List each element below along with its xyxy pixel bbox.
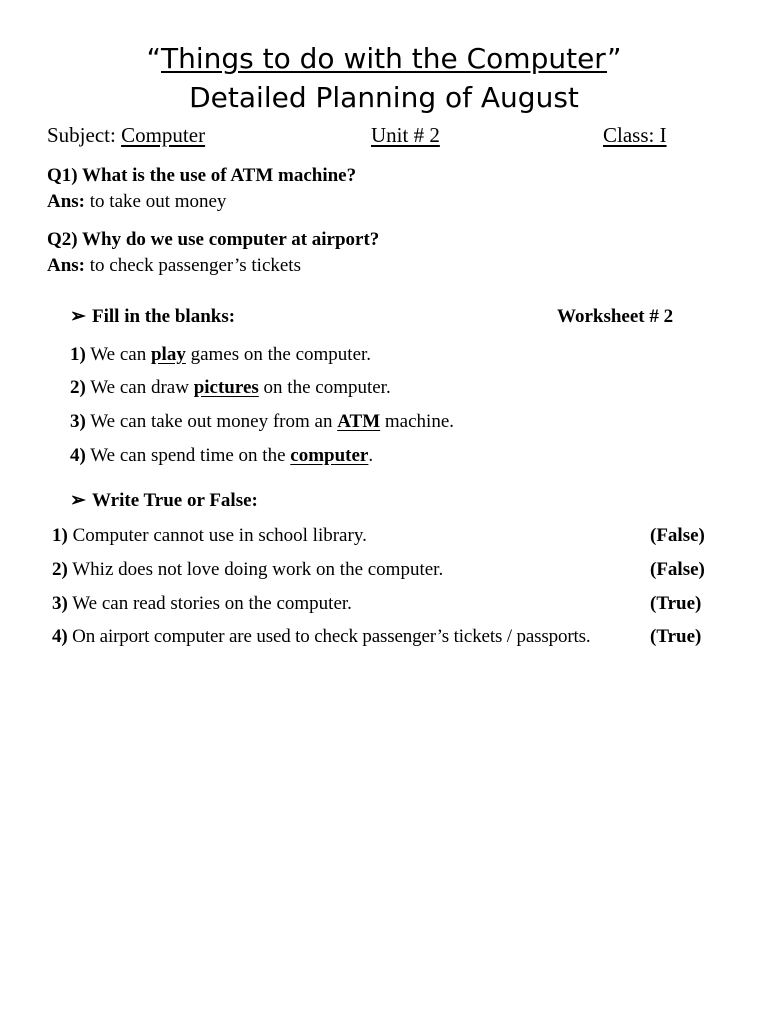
blank-item: [70, 378, 391, 397]
tf-item: [52, 526, 367, 545]
answer-label: Ans:: [47, 191, 86, 212]
true-false-heading: [70, 491, 258, 510]
blank-answer: ATM: [337, 411, 381, 432]
tf-answer: (False): [650, 525, 705, 546]
blank-item: [70, 446, 373, 465]
arrowhead-bullet-icon: ➢: [70, 306, 86, 327]
answer-label: Ans:: [47, 255, 86, 276]
answer-2: [47, 256, 301, 275]
unit-label: Unit # 2: [371, 123, 440, 147]
tf-answer: (False): [650, 559, 705, 580]
item-number: 4): [52, 626, 68, 647]
item-text: on the computer.: [263, 377, 391, 398]
item-text: Whiz does not love doing work on the computer.: [72, 559, 444, 580]
tf-item: [52, 560, 443, 579]
subject-label: Subject:: [47, 123, 116, 147]
tf-item: [52, 594, 352, 613]
page-subtitle: Detailed Planning of August: [189, 81, 579, 114]
item-text: We can read stories on the computer.: [72, 593, 352, 614]
blank-answer: pictures: [193, 377, 259, 398]
item-number: 2): [70, 377, 86, 398]
subject-value: Computer: [121, 123, 206, 147]
tf-item: [52, 627, 591, 646]
page-title: [0, 42, 768, 75]
question-1: Q1) What is the use of ATM machine?: [47, 165, 357, 186]
question-2: Q2) Why do we use computer at airport?: [47, 229, 380, 250]
blank-item: [70, 345, 371, 364]
item-text: We can: [90, 344, 147, 365]
title-text: Things to do with the Computer: [161, 42, 607, 75]
tf-answer: (True): [650, 593, 702, 614]
arrowhead-bullet-icon: ➢: [70, 490, 86, 511]
fill-blanks-title: Fill in the blanks:: [92, 306, 236, 327]
true-false-title: Write True or False:: [92, 490, 258, 511]
blank-answer: computer: [290, 445, 369, 466]
answer-text: to check passenger’s tickets: [89, 255, 301, 276]
item-text: On airport computer are used to check passenger’s tickets / passports.: [72, 626, 591, 647]
title-close-quote: ”: [606, 42, 622, 75]
class-label: Class: I: [603, 123, 667, 147]
title-open-quote: “: [146, 42, 161, 75]
item-text: .: [368, 445, 374, 466]
blank-answer: play: [150, 344, 186, 365]
item-text: We can draw: [90, 377, 189, 398]
tf-answer: (True): [650, 626, 702, 647]
answer-1: [47, 192, 226, 211]
item-text: machine.: [384, 411, 454, 432]
item-number: 1): [52, 525, 68, 546]
item-number: 2): [52, 559, 68, 580]
item-number: 3): [52, 593, 68, 614]
item-number: 4): [70, 445, 86, 466]
item-text: Computer cannot use in school library.: [72, 525, 367, 546]
item-text: We can spend time on the: [90, 445, 286, 466]
item-text: We can take out money from an: [90, 411, 333, 432]
answer-text: to take out money: [89, 191, 227, 212]
blank-item: [70, 412, 454, 431]
worksheet-number: Worksheet # 2: [557, 306, 674, 327]
fill-blanks-heading: [70, 307, 235, 326]
item-number: 3): [70, 411, 86, 432]
subject-line: [47, 125, 205, 146]
item-text: games on the computer.: [190, 344, 372, 365]
item-number: 1): [70, 344, 86, 365]
